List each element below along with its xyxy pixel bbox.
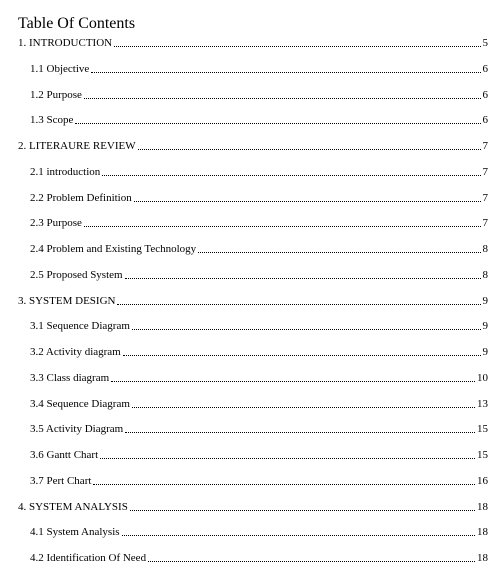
- dot-leader: [138, 149, 481, 150]
- toc-entry-pert-chart[interactable]: [30, 474, 488, 488]
- toc-entry-page: 16: [477, 474, 488, 487]
- toc-entry-system-analysis[interactable]: [18, 500, 488, 514]
- toc-entry-existing-technology[interactable]: [30, 242, 488, 256]
- toc-entry-label: 1. INTRODUCTION: [18, 37, 113, 49]
- dot-leader: [125, 278, 481, 279]
- toc-entry-activity-diagram-2[interactable]: [30, 422, 488, 436]
- dot-leader: [93, 484, 475, 485]
- toc-entry-label: 1.3 Scope: [30, 114, 74, 127]
- toc-entry-label: 3.2 Activity diagram: [30, 346, 121, 358]
- toc-entry-problem-definition[interactable]: [30, 191, 488, 205]
- toc-entry-label: 2.2 Problem Definition: [30, 191, 132, 204]
- toc-entry-page: 13: [477, 397, 488, 410]
- dot-leader: [100, 458, 475, 459]
- dot-leader: [198, 252, 480, 253]
- toc-entry-label: 3.5 Activity Diagram: [30, 423, 124, 436]
- toc-entry-page: 5: [482, 37, 488, 49]
- toc-entry-page: 9: [482, 294, 488, 307]
- toc-entry-label: 4. SYSTEM ANALYSIS: [18, 500, 128, 513]
- dot-leader: [111, 381, 475, 382]
- toc-entry-page: 6: [482, 114, 488, 127]
- dot-leader: [132, 407, 475, 408]
- toc-entry-system-analysis-sub[interactable]: [30, 525, 488, 539]
- toc-entry-label: 4.2 Identification Of Need: [30, 552, 147, 564]
- toc-entry-activity-diagram[interactable]: [30, 345, 488, 359]
- toc-entry-gantt-chart[interactable]: [30, 448, 488, 462]
- toc-entry-system-design[interactable]: [18, 294, 488, 308]
- toc-entry-page: 15: [477, 449, 488, 461]
- dot-leader: [132, 329, 481, 330]
- toc-entry-identification-of-need[interactable]: [30, 551, 488, 565]
- toc-entry-label: 3.1 Sequence Diagram: [30, 320, 130, 333]
- toc-entry-label: 1.1 Objective: [30, 62, 90, 75]
- toc-entry-label: 3. SYSTEM DESIGN: [18, 294, 116, 307]
- toc-entry-page: 18: [477, 526, 488, 539]
- toc-entry-page: 9: [482, 346, 488, 358]
- toc-entry-class-diagram[interactable]: [30, 371, 488, 385]
- toc-entry-label: 3.7 Pert Chart: [30, 474, 92, 487]
- dot-leader: [91, 72, 480, 73]
- toc-entry-page: 18: [477, 500, 488, 513]
- toc-entry-review-purpose[interactable]: [30, 216, 488, 230]
- dot-leader: [122, 535, 475, 536]
- toc-entry-page: 15: [477, 423, 488, 436]
- toc-entry-label: 3.4 Sequence Diagram: [30, 397, 130, 410]
- toc-entry-page: 6: [482, 62, 488, 75]
- dot-leader: [123, 355, 481, 356]
- toc-title: Table Of Contents: [18, 15, 136, 32]
- toc-entry-page: 8: [482, 243, 488, 255]
- toc-entry-page: 6: [482, 88, 488, 101]
- toc-entry-objective[interactable]: [30, 62, 488, 76]
- toc-entry-label: 2. LITERAURE REVIEW: [18, 140, 136, 152]
- toc-entry-label: 3.6 Gantt Chart: [30, 449, 99, 461]
- dot-leader: [84, 226, 481, 227]
- toc-entry-page: 10: [477, 371, 488, 384]
- toc-entry-page: 7: [482, 217, 488, 230]
- toc-entry-label: 4.1 System Analysis: [30, 526, 120, 539]
- dot-leader: [102, 175, 480, 176]
- toc-entry-page: 18: [477, 552, 488, 564]
- dot-leader: [125, 432, 475, 433]
- dot-leader: [84, 98, 481, 99]
- dot-leader: [134, 201, 481, 202]
- toc-entry-proposed-system[interactable]: [30, 268, 488, 282]
- toc-entry-page: 7: [482, 140, 488, 152]
- toc-entry-review-introduction[interactable]: [30, 165, 488, 179]
- toc-entry-label: 2.1 introduction: [30, 165, 101, 178]
- toc-entry-literature-review[interactable]: [18, 139, 488, 153]
- toc-entry-introduction[interactable]: [18, 36, 488, 50]
- toc-entry-page: 8: [482, 268, 488, 281]
- dot-leader: [148, 561, 475, 562]
- toc-entry-scope[interactable]: [30, 113, 488, 127]
- dot-leader: [130, 510, 475, 511]
- dot-leader: [114, 46, 480, 47]
- toc-entry-label: 2.5 Proposed System: [30, 268, 123, 281]
- toc-entry-label: 2.3 Purpose: [30, 217, 82, 230]
- toc-entry-label: 3.3 Class diagram: [30, 371, 110, 384]
- dot-leader: [117, 304, 480, 305]
- toc-entry-page: 9: [482, 320, 488, 333]
- toc-entry-label: 1.2 Purpose: [30, 88, 82, 101]
- toc-entry-sequence-diagram[interactable]: [30, 319, 488, 333]
- toc-entry-purpose[interactable]: [30, 88, 488, 102]
- toc-entry-page: 7: [482, 165, 488, 178]
- dot-leader: [75, 123, 480, 124]
- toc-entry-page: 7: [482, 191, 488, 204]
- toc-entry-sequence-diagram-2[interactable]: [30, 397, 488, 411]
- toc-entry-label: 2.4 Problem and Existing Technology: [30, 243, 197, 255]
